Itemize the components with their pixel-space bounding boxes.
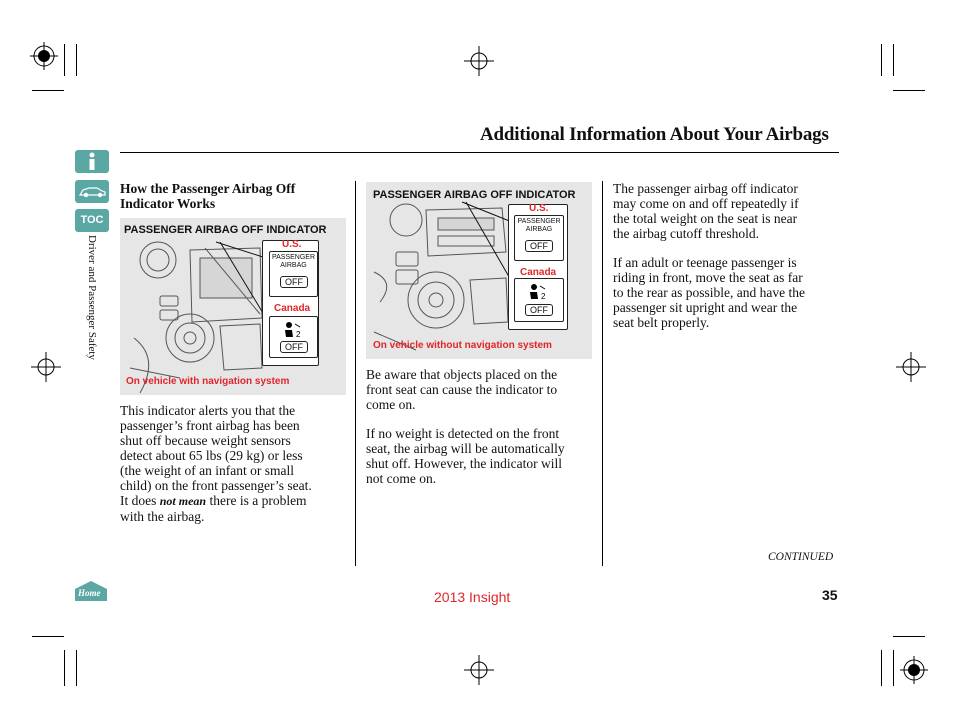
svg-text:2: 2 (541, 292, 546, 301)
text-line: with the airbag. (120, 509, 205, 524)
canada-label: Canada (274, 303, 311, 314)
us-label: U.S. (529, 203, 549, 214)
column-divider (602, 181, 603, 566)
text-line: This indicator alerts you that the (120, 403, 296, 418)
text-line: If an adult or teenage passenger is (613, 255, 797, 270)
text-line: passenger’s front airbag has been (120, 418, 300, 433)
registration-mark-icon (900, 656, 928, 684)
heading-line: How the Passenger Airbag Off (120, 181, 296, 196)
text-line: not come on. (366, 471, 437, 486)
canada-indicator (514, 278, 564, 322)
crop-mark (893, 636, 925, 637)
crop-mark (76, 650, 77, 686)
canada-label: Canada (520, 267, 557, 278)
no-nav-figure (366, 182, 592, 359)
figure-caption: On vehicle with navigation system (126, 376, 290, 387)
crop-mark (64, 44, 65, 76)
crop-mark (893, 44, 894, 76)
continued-label: CONTINUED (768, 551, 834, 563)
figure-title: PASSENGER AIRBAG OFF INDICATOR (124, 224, 327, 236)
text-line: seat belt properly. (613, 315, 710, 330)
crop-mark (64, 650, 65, 686)
airbag-icon (527, 283, 549, 301)
section-heading (120, 181, 350, 211)
crosshair-icon (31, 352, 61, 382)
emphasis-text: not mean (159, 494, 207, 508)
us-indicator-label: PASSENGER AIRBAG (517, 218, 561, 233)
col1-paragraph (120, 403, 348, 524)
text-line: may come on and off repeatedly if (613, 196, 799, 211)
crop-mark (76, 44, 77, 76)
text-line: child) on the front passenger’s seat. (120, 478, 312, 493)
text-line: (the weight of an infant or small (120, 463, 294, 478)
crop-mark (881, 650, 882, 686)
off-badge: OFF (280, 276, 308, 288)
us-label: U.S. (282, 239, 302, 250)
canada-indicator (269, 316, 318, 358)
figure-caption: On vehicle without navigation system (373, 340, 552, 351)
info-icon (75, 150, 109, 173)
info-button[interactable] (75, 150, 109, 173)
text-run: It does (120, 493, 160, 508)
crosshair-icon (464, 46, 494, 76)
text-line: come on. (366, 397, 416, 412)
off-badge: OFF (525, 304, 553, 316)
col2-paragraph-2 (366, 426, 598, 486)
page-number: 35 (822, 587, 838, 603)
page-title: Additional Information About Your Airbags (480, 124, 829, 145)
text-line: passenger sit upright and wear the (613, 300, 798, 315)
text-line: to the rear as possible, and have the (613, 285, 805, 300)
registration-mark-icon (30, 42, 58, 70)
us-indicator-label: PASSENGER AIRBAG (271, 254, 316, 269)
column-divider (355, 181, 356, 566)
section-label: Driver and Passenger Safety (86, 235, 98, 360)
col3-paragraph-2 (613, 255, 841, 330)
text-line (120, 493, 348, 509)
heading-line: Indicator Works (120, 196, 216, 211)
figure-title: PASSENGER AIRBAG OFF INDICATOR (373, 189, 576, 201)
home-label: Home (78, 588, 101, 598)
crop-mark (893, 90, 925, 91)
text-line: the total weight on the seat is near (613, 211, 798, 226)
off-badge: OFF (280, 341, 308, 353)
us-indicator (514, 215, 564, 261)
toc-label: TOC (80, 214, 104, 226)
crosshair-icon (896, 352, 926, 382)
text-line: the airbag cutoff threshold. (613, 226, 759, 241)
toc-button[interactable] (75, 209, 109, 232)
text-line: shut off because weight sensors (120, 433, 291, 448)
crop-mark (881, 44, 882, 76)
col2-paragraph-1 (366, 367, 598, 412)
text-line: front seat can cause the indicator to (366, 382, 558, 397)
svg-text:2: 2 (296, 330, 301, 339)
crosshair-icon (464, 655, 494, 685)
text-line: detect about 65 lbs (29 kg) or less (120, 448, 303, 463)
text-line: seat, the airbag will be automatically (366, 441, 565, 456)
crop-mark (32, 90, 64, 91)
text-line: If no weight is detected on the front (366, 426, 560, 441)
text-line: The passenger airbag off indicator (613, 181, 798, 196)
crop-mark (893, 650, 894, 686)
car-icon (75, 180, 109, 203)
us-indicator (269, 251, 318, 297)
nav-figure (120, 218, 346, 395)
home-button[interactable] (73, 580, 109, 602)
col3-paragraph-1 (613, 181, 841, 241)
index-button[interactable] (75, 180, 109, 203)
airbag-icon (282, 321, 304, 339)
model-name: 2013 Insight (434, 589, 511, 605)
text-line: riding in front, move the seat as far (613, 270, 803, 285)
crop-mark (32, 636, 64, 637)
text-line: shut off. However, the indicator will (366, 456, 563, 471)
text-line: Be aware that objects placed on the (366, 367, 558, 382)
off-badge: OFF (525, 240, 553, 252)
text-run: there is a problem (206, 493, 307, 508)
title-rule (120, 152, 839, 153)
